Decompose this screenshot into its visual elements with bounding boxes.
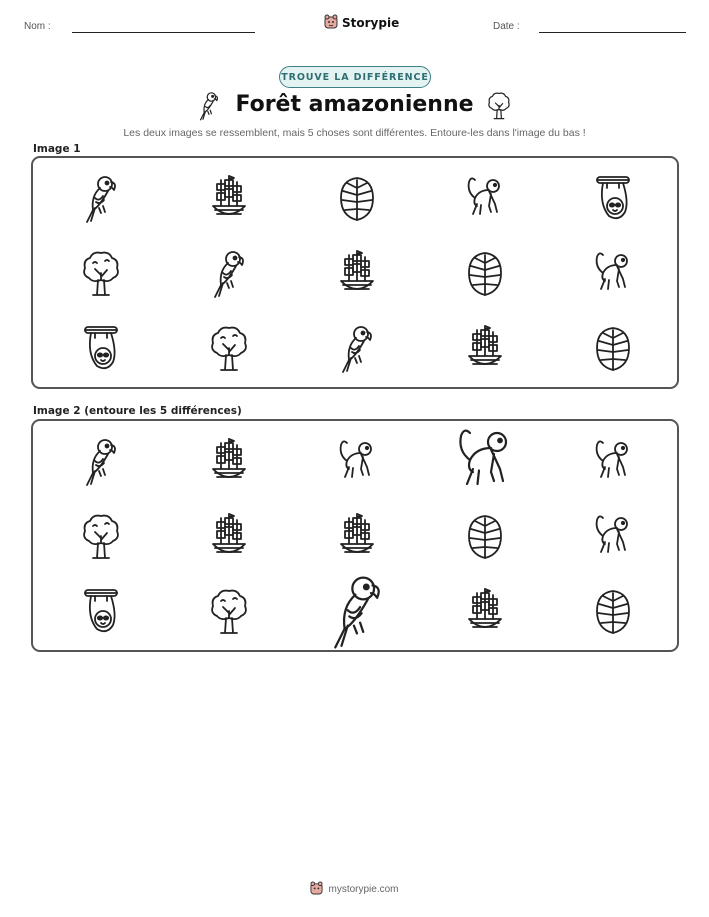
ship-icon: [465, 587, 505, 637]
ship-icon: [337, 512, 377, 562]
monkey-icon: [593, 437, 633, 487]
sloth-icon: [593, 174, 633, 224]
ship-icon: [209, 174, 249, 224]
date-line[interactable]: [539, 32, 686, 33]
picture-cell[interactable]: [549, 236, 677, 311]
date-label: Date :: [493, 21, 520, 32]
picture-cell[interactable]: [549, 574, 677, 649]
picture-cell[interactable]: [421, 236, 549, 311]
picture-cell[interactable]: [37, 311, 165, 386]
picture-cell[interactable]: [165, 424, 293, 499]
picture-cell[interactable]: [37, 574, 165, 649]
instructions: Les deux images se ressemblent, mais 5 choses sont différentes. Entoure-les dans l'image du bas !: [123, 127, 586, 139]
picture-cell[interactable]: [421, 161, 549, 236]
tree-icon: [486, 91, 512, 125]
image2-grid: [33, 421, 677, 650]
picture-cell[interactable]: [293, 161, 421, 236]
picture-cell[interactable]: [549, 311, 677, 386]
parrot-icon: [326, 573, 388, 651]
picture-cell[interactable]: [293, 424, 421, 499]
ship-icon: [465, 324, 505, 374]
image1-grid: [33, 158, 677, 387]
footer-site[interactable]: mystorypie.com: [328, 883, 399, 895]
leaf-icon: [465, 512, 505, 562]
monkey-icon: [593, 249, 633, 299]
sloth-icon: [81, 587, 121, 637]
storypie-logo: [324, 13, 399, 33]
picture-cell[interactable]: [165, 574, 293, 649]
name-line[interactable]: [72, 32, 255, 33]
leaf-icon: [593, 324, 633, 374]
picture-cell[interactable]: [165, 311, 293, 386]
ship-icon: [209, 437, 249, 487]
name-label: Nom :: [24, 21, 51, 32]
monkey-icon: [465, 174, 505, 224]
monkey-icon: [455, 424, 515, 499]
parrot-icon: [81, 174, 121, 224]
activity-badge: TROUVE LA DIFFÉRENCE: [279, 66, 431, 88]
image1-panel[interactable]: [31, 156, 679, 389]
image1-label: Image 1: [33, 143, 81, 155]
brand-name: Storypie: [342, 16, 400, 30]
picture-cell[interactable]: [165, 499, 293, 574]
picture-cell[interactable]: [37, 236, 165, 311]
footer: [0, 880, 709, 898]
parrot-icon: [337, 324, 377, 374]
image2-label: Image 2 (entoure les 5 différences): [33, 405, 242, 417]
tree-icon: [209, 587, 249, 637]
picture-cell[interactable]: [165, 236, 293, 311]
picture-cell[interactable]: [421, 574, 549, 649]
leaf-icon: [465, 249, 505, 299]
picture-cell[interactable]: [421, 424, 549, 499]
page-title: Forêt amazonienne: [235, 92, 474, 117]
parrot-icon: [209, 249, 249, 299]
leaf-icon: [337, 174, 377, 224]
leaf-icon: [593, 587, 633, 637]
picture-cell[interactable]: [293, 236, 421, 311]
ship-icon: [337, 249, 377, 299]
ship-icon: [209, 512, 249, 562]
tree-icon: [209, 324, 249, 374]
tree-icon: [81, 512, 121, 562]
monkey-icon: [337, 437, 377, 487]
picture-cell[interactable]: [549, 499, 677, 574]
storypie-mascot-icon: [310, 880, 323, 898]
image2-panel[interactable]: [31, 419, 679, 652]
picture-cell[interactable]: [549, 161, 677, 236]
picture-cell[interactable]: [421, 311, 549, 386]
sloth-icon: [81, 324, 121, 374]
monkey-icon: [593, 512, 633, 562]
picture-cell[interactable]: [37, 424, 165, 499]
picture-cell[interactable]: [549, 424, 677, 499]
picture-cell[interactable]: [37, 161, 165, 236]
parrot-icon: [81, 437, 121, 487]
picture-cell[interactable]: [37, 499, 165, 574]
tree-icon: [81, 249, 121, 299]
picture-cell[interactable]: [165, 161, 293, 236]
picture-cell[interactable]: [293, 311, 421, 386]
picture-cell[interactable]: [421, 499, 549, 574]
picture-cell[interactable]: [293, 574, 421, 649]
storypie-mascot-icon: [324, 13, 338, 33]
picture-cell[interactable]: [293, 499, 421, 574]
